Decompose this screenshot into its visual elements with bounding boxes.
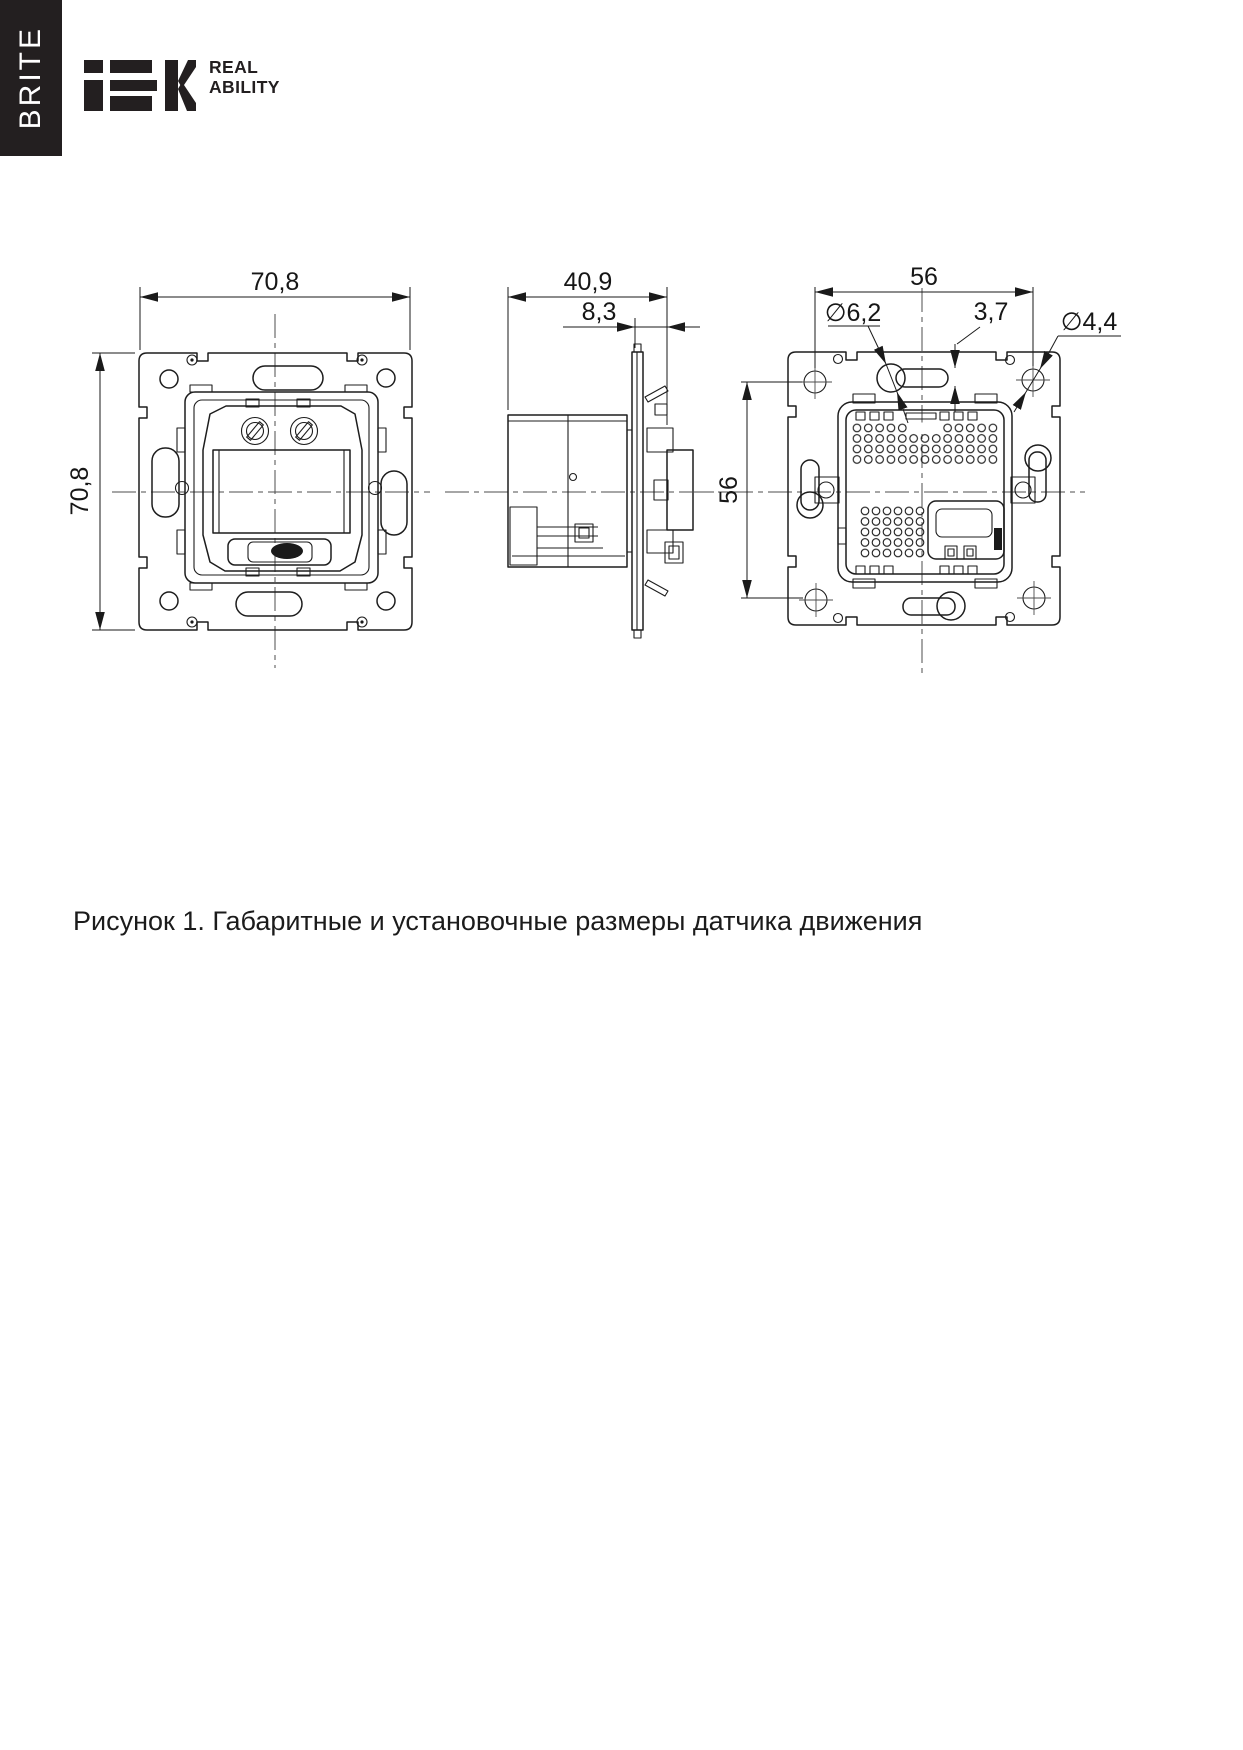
side-protrusion-dimension: 8,3 — [581, 298, 617, 326]
front-width-dimension: 70,8 — [250, 268, 300, 296]
side-view-drawing — [445, 268, 728, 638]
front-view-drawing — [66, 268, 430, 668]
logo-tagline-line1: REAL — [209, 57, 259, 77]
side-depth-dimension: 40,9 — [563, 268, 613, 296]
brite-series-label: BRITE — [14, 26, 47, 130]
rear-view-drawing — [690, 263, 1121, 676]
keyhole-diameter-dimension: ∅6,2 — [824, 299, 882, 327]
slot-width-dimension: 3,7 — [973, 298, 1009, 326]
front-height-dimension: 70,8 — [66, 466, 94, 516]
figure-caption: Рисунок 1. Габаритные и установочные размеры датчика движения — [73, 906, 923, 936]
sensor-grille-lower — [860, 506, 926, 559]
logo-tagline-line2: ABILITY — [209, 77, 280, 97]
rear-height-dimension: 56 — [715, 476, 743, 504]
mount-hole-diameter-dimension: ∅4,4 — [1060, 308, 1118, 336]
rear-width-dimension: 56 — [910, 263, 938, 291]
